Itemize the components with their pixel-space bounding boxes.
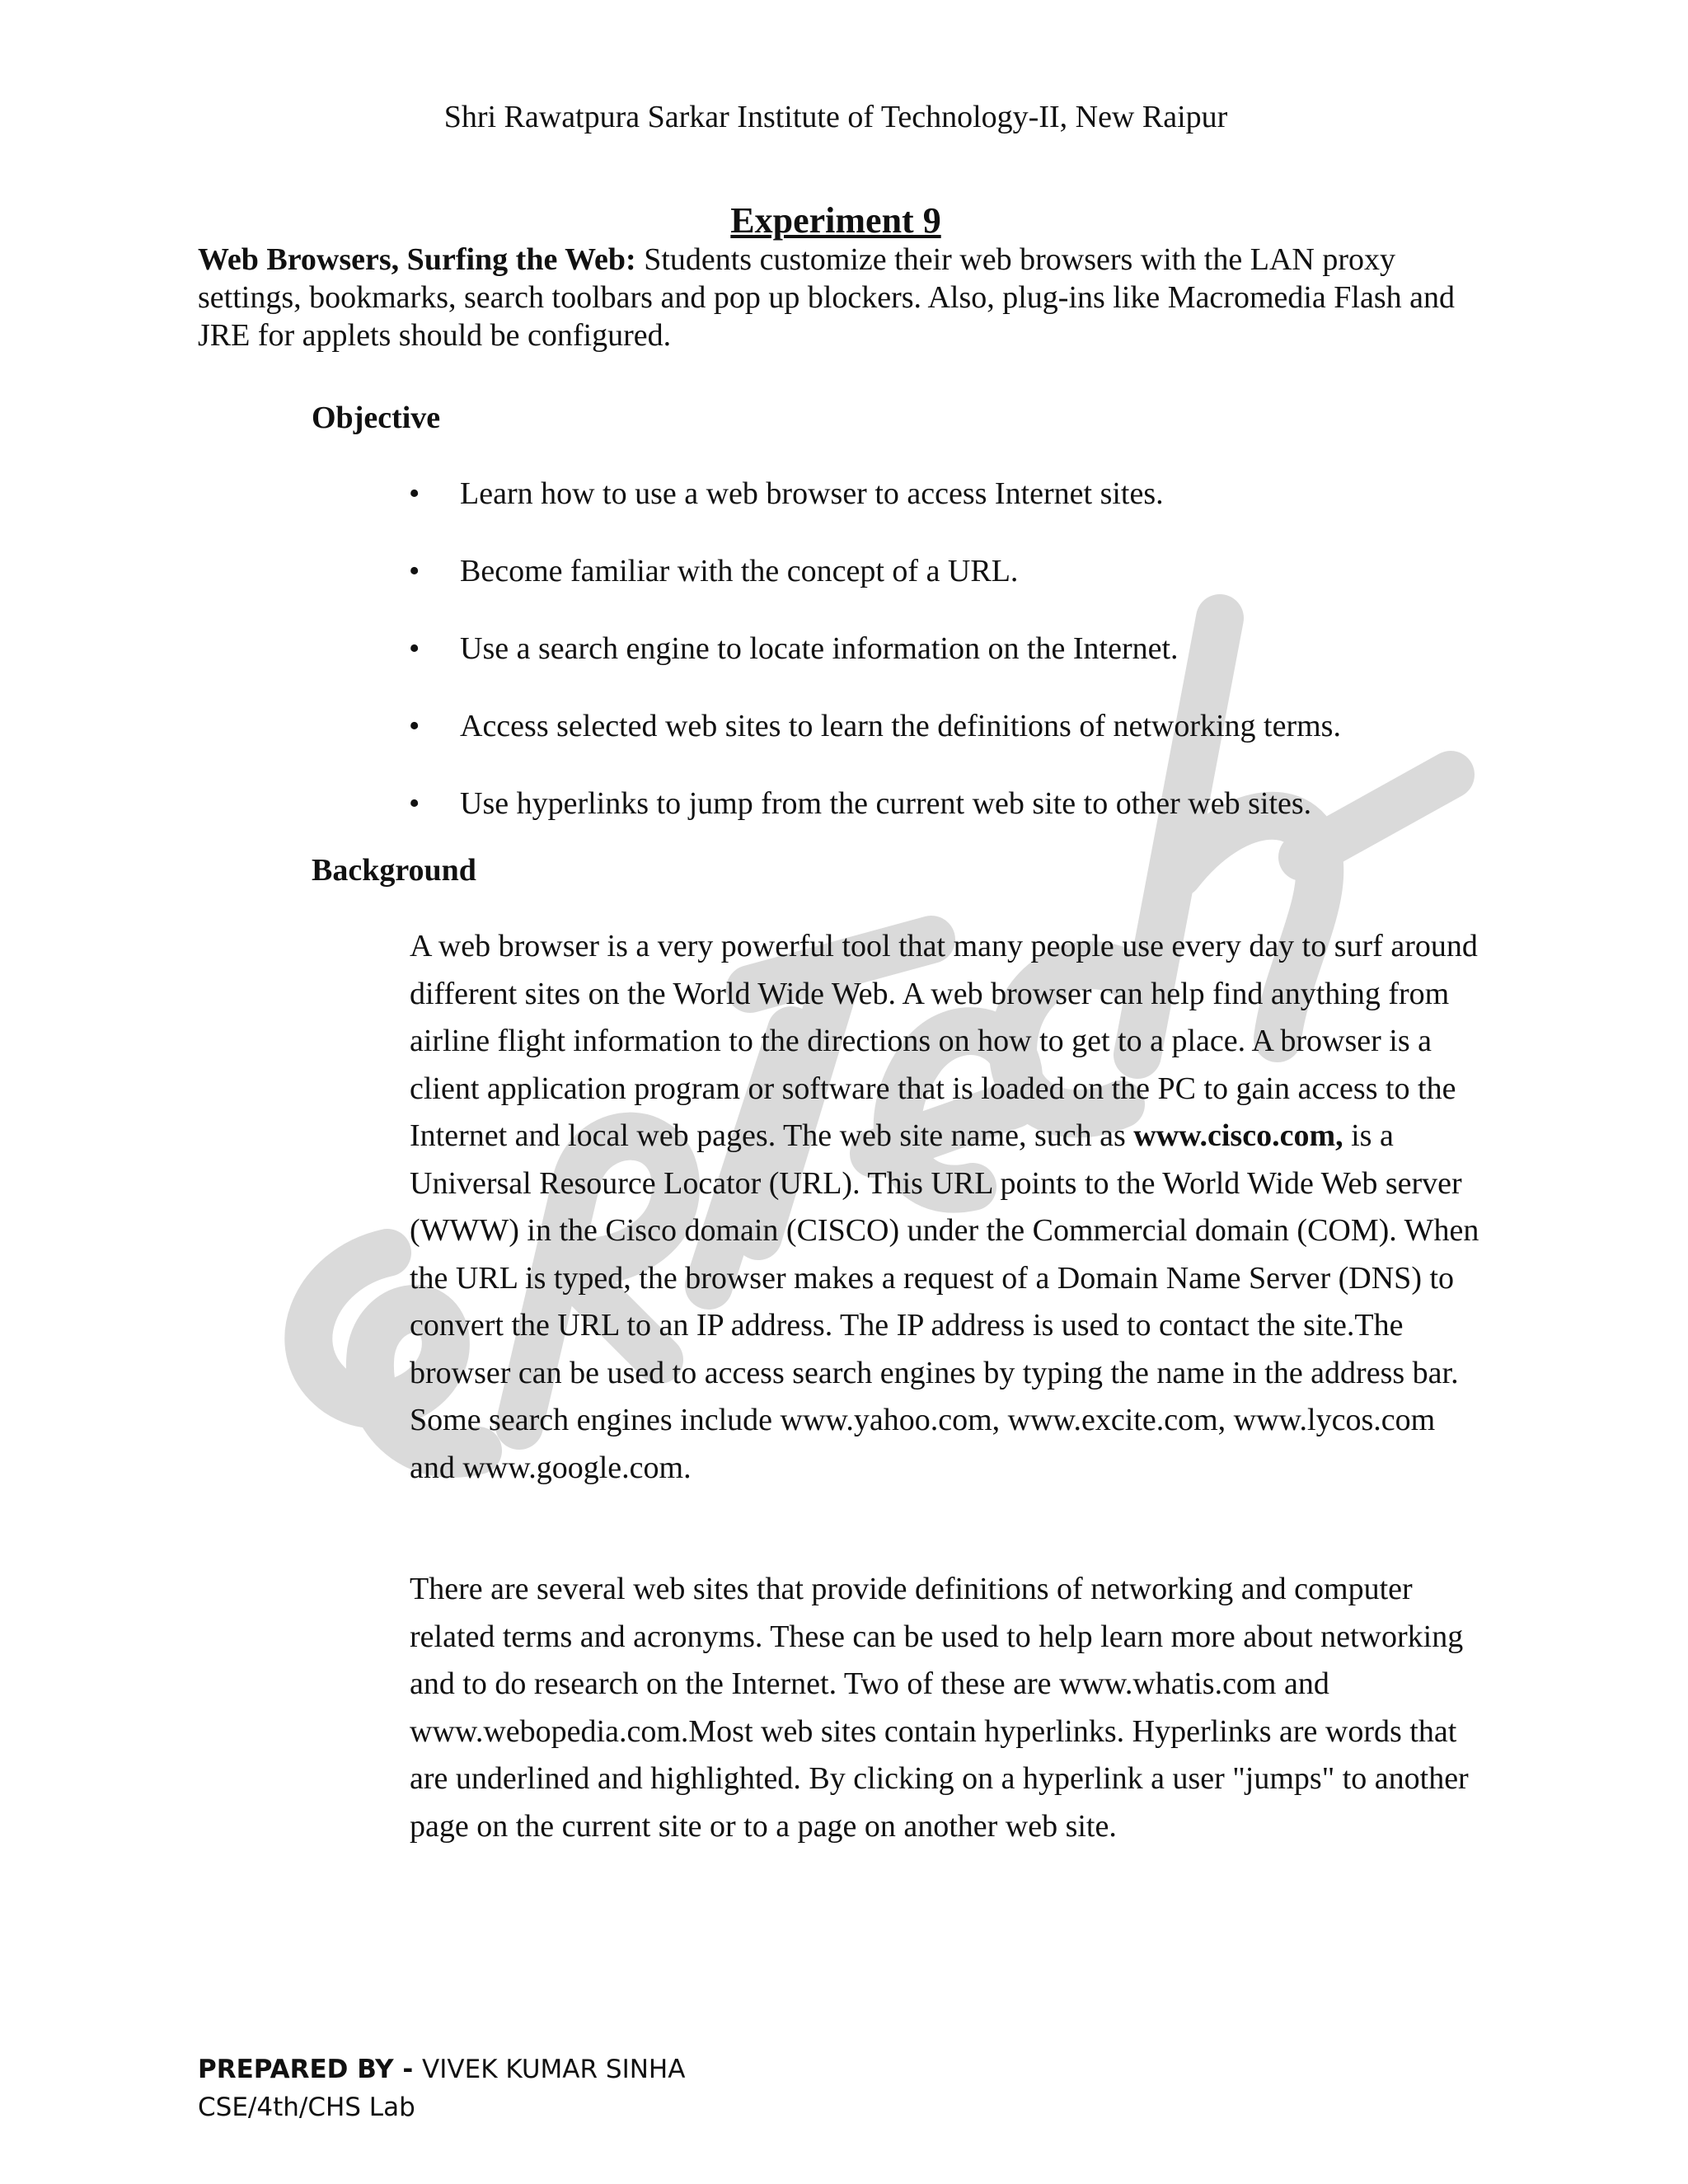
- course-line: CSE/4th/CHS Lab: [198, 2093, 415, 2122]
- background-paragraph-1: [410, 923, 1481, 1492]
- list-item-text: Use a search engine to locate information on the Internet.: [460, 631, 1179, 666]
- background-heading: Background: [312, 853, 476, 888]
- objective-heading: Objective: [312, 401, 441, 435]
- background-p1-text-b: is a Universal Resource Locator (URL). This URL points to the World Wide Web server (WWW) in the Cisco domain (CISCO) under the Commercial domain (COM). When the URL is typed, the browser makes a request of a Domain Name Server (DNS) to convert the URL to an IP address. The IP address is used to contact the site.The browser can be used to access search engines by typing the name in the address bar. Some search engines include www.yahoo.com, www.excite.com, www.lycos.com and www.google.com.: [410, 1118, 1479, 1485]
- background-p1-bold-url: www.cisco.com,: [1133, 1118, 1343, 1153]
- list-item: [409, 707, 1341, 785]
- prepared-by-label: PREPARED BY -: [198, 2055, 423, 2084]
- bullet-icon: •: [409, 709, 420, 743]
- bullet-icon: •: [409, 786, 420, 821]
- bullet-icon: •: [409, 631, 420, 666]
- list-item: [409, 475, 1341, 552]
- list-item: [409, 552, 1341, 630]
- list-item-text: Become familiar with the concept of a URL.: [460, 554, 1019, 588]
- experiment-title: Experiment 9: [730, 200, 941, 241]
- objective-list: [409, 475, 1341, 862]
- background-paragraph-2: There are several web sites that provide definitions of networking and computer related terms and acronyms. These can be used to help learn more about networking and to do research on the Internet. Two of these are www.whatis.com and www.webopedia.com.Most web sites contain hyperlinks. Hyperlinks are words that are underlined and highlighted. By clicking on a hyperlink a user "jumps" to another page on the current site or to a page on another web site.: [410, 1572, 1469, 1844]
- prepared-by-line: [198, 2050, 685, 2088]
- background-p1-text-a: A web browser is a very powerful tool that many people use every day to surf around different sites on the World Wide Web. A web browser can help find anything from airline flight information to the directions on how to get to a place. A browser is a client application program or software that is loaded on the PC to gain access to the Internet and local web pages. The web site name, such as: [410, 929, 1478, 1153]
- footer: [198, 2050, 685, 2126]
- bullet-icon: •: [409, 476, 420, 511]
- list-item: [409, 630, 1341, 707]
- list-item: [409, 785, 1341, 862]
- intro-paragraph: [198, 241, 1484, 354]
- bullet-icon: •: [409, 554, 420, 588]
- list-item-text: Learn how to use a web browser to access Internet sites.: [460, 476, 1164, 511]
- intro-text: Students customize their web browsers with the LAN proxy settings, bookmarks, search toolbars and pop up blockers. Also, plug-ins like Macromedia Flash and JRE for applets should be configured.: [198, 242, 1456, 353]
- intro-lead: Web Browsers, Surfing the Web:: [198, 242, 636, 277]
- list-item-text: Use hyperlinks to jump from the current web site to other web sites.: [460, 786, 1312, 821]
- prepared-by-name: VIVEK KUMAR SINHA: [422, 2055, 686, 2084]
- institute-header: Shri Rawatpura Sarkar Institute of Technology-II, New Raipur: [443, 100, 1228, 134]
- list-item-text: Access selected web sites to learn the definitions of networking terms.: [460, 709, 1341, 743]
